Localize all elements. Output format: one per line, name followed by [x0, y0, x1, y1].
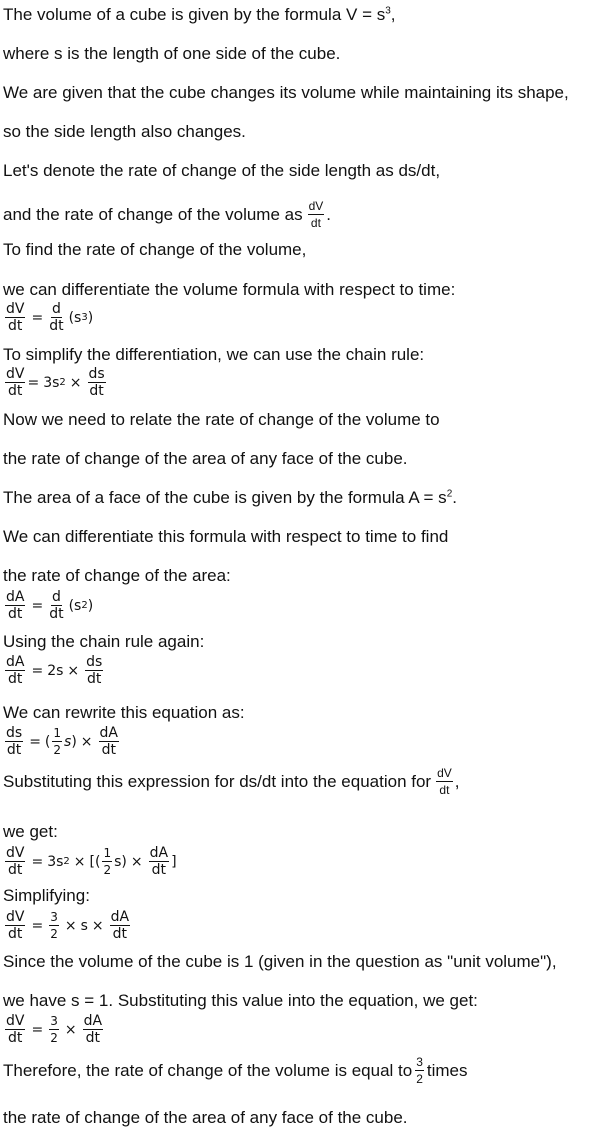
times-sign: ×	[80, 733, 93, 750]
frac-denominator: 2	[50, 1031, 58, 1045]
times-sign: ×	[69, 374, 82, 391]
frac-denominator: dt	[85, 1030, 100, 1046]
text-line-12	[3, 488, 457, 508]
text-line-17	[3, 766, 460, 797]
line-12-text: The area of a face of the cube is given by the formula A = s	[3, 488, 447, 507]
s-power: (s	[68, 309, 82, 326]
frac-numerator: dV	[6, 909, 25, 925]
equals-sign: =	[31, 917, 44, 934]
s-close-paren: s)	[114, 853, 127, 870]
equation-3: $\frac{dA}{dt}$ = $\frac{d}{dt}$ (s 2 )	[6, 589, 94, 622]
dA-dt-fraction	[5, 590, 25, 621]
s-power: (s	[68, 597, 82, 614]
frac-numerator: dA	[6, 589, 25, 605]
variable-s: s	[80, 917, 88, 934]
frac-numerator: dA	[149, 845, 169, 861]
times-sign: ×	[91, 917, 104, 934]
frac-numerator: ds	[86, 654, 103, 670]
line-17-text: Substituting this expression for ds/dt into the equation for	[3, 771, 432, 791]
times-sign: ×	[64, 917, 77, 934]
equation-6: $\frac{dV}{dt}$ = 3s 2 × [( $\frac{1}{2}$ s) × $\frac{dA}{dt}$ ]	[6, 845, 177, 878]
line-1-text: The volume of a cube is given by the formula V = s	[3, 5, 386, 24]
d-dt-fraction	[49, 302, 63, 333]
frac-denominator: dt	[87, 671, 102, 687]
frac-numerator: dA	[110, 909, 130, 925]
frac-numerator: dV	[308, 199, 324, 213]
dV-dt-fraction	[5, 302, 25, 333]
frac-denominator: dt	[8, 671, 23, 687]
text-line-4: so the side length also changes.	[3, 122, 246, 141]
line-12-exponent: 2	[446, 488, 453, 500]
frac-numerator: dV	[6, 301, 25, 317]
line-1-exponent: 3	[385, 5, 391, 17]
frac-denominator: 2	[103, 863, 112, 877]
frac-denominator: dt	[8, 862, 23, 878]
frac-denominator: dt	[49, 606, 64, 622]
line-6-text: and the rate of change of the volume as	[3, 204, 303, 224]
dA-dt-fraction	[149, 846, 169, 877]
times-sign: ×	[130, 853, 143, 870]
equation-7	[3, 910, 132, 941]
line-1-end: ,	[390, 5, 396, 24]
frac-numerator: 3	[50, 1014, 58, 1028]
text-line-21: we have s = 1. Substituting this value into the equation, we get:	[3, 991, 478, 1010]
times-sign: ×	[73, 853, 86, 870]
frac-denominator: dt	[6, 742, 22, 758]
term-2s: 2s	[47, 662, 64, 679]
frac-numerator: 3	[416, 1055, 423, 1069]
line-22-text: Therefore, the rate of change of the volume is equal to	[3, 1060, 413, 1080]
frac-denominator: dt	[112, 926, 128, 942]
close-paren: )	[87, 309, 94, 326]
text-line-11: the rate of change of the area of any face of the cube.	[3, 449, 408, 468]
equals-sign: =	[31, 853, 44, 870]
ds-dt-fraction	[88, 367, 106, 398]
frac-denominator: dt	[8, 383, 23, 399]
line-22-end: times	[426, 1060, 468, 1080]
frac-denominator: dt	[151, 862, 167, 878]
three-halves-fraction	[49, 910, 59, 941]
text-line-1	[3, 5, 396, 25]
text-line-15: Using the chain rule again:	[3, 632, 205, 651]
frac-numerator: d	[51, 589, 61, 605]
dV-dt-fraction	[308, 199, 325, 230]
text-line-16: We can rewrite this equation as:	[3, 703, 245, 722]
close-paren: )	[87, 597, 94, 614]
frac-numerator: 1	[103, 846, 112, 860]
frac-denominator: dt	[49, 318, 64, 334]
dA-dt-fraction	[83, 1014, 103, 1045]
three-halves-fraction	[49, 1014, 59, 1045]
frac-denominator: 2	[50, 927, 58, 941]
ds-dt-fraction	[85, 655, 103, 686]
line-17-end: ,	[454, 771, 460, 791]
times-sign: ×	[67, 662, 80, 679]
text-line-6	[3, 199, 331, 230]
close-paren: )	[71, 733, 77, 750]
frac-denominator: dt	[8, 318, 23, 334]
equals-sign: =	[31, 662, 44, 679]
frac-denominator: 2	[416, 1072, 423, 1086]
times-sign: ×	[64, 1021, 77, 1038]
text-line-2: where s is the length of one side of the cube.	[3, 44, 341, 63]
one-half-fraction	[52, 726, 62, 757]
ds-dt-fraction	[5, 726, 23, 757]
frac-denominator: dt	[8, 606, 23, 622]
dA-dt-fraction	[5, 655, 25, 686]
frac-denominator: 2	[53, 743, 62, 757]
frac-numerator: dV	[6, 845, 25, 861]
frac-denominator: dt	[8, 926, 23, 942]
line-12-end: .	[452, 488, 457, 507]
text-line-5: Let's denote the rate of change of the side length as ds/dt,	[3, 161, 441, 180]
term-3s: 3s	[43, 374, 60, 391]
frac-denominator: dt	[439, 783, 450, 797]
open-paren: (	[44, 733, 51, 750]
dV-dt-fraction	[5, 846, 25, 877]
close-bracket: ]	[171, 853, 177, 870]
text-line-18: we get:	[3, 822, 58, 841]
text-line-23: the rate of change of the area of any face of the cube.	[3, 1108, 408, 1127]
frac-denominator: dt	[89, 383, 104, 399]
equals-sign: =	[31, 597, 44, 614]
frac-numerator: dV	[6, 366, 25, 382]
frac-numerator: ds	[88, 366, 105, 382]
dV-dt-fraction	[5, 910, 25, 941]
equals-sign: =	[27, 374, 40, 391]
term-3s: 3s	[47, 853, 64, 870]
equals-sign: =	[31, 309, 44, 326]
frac-numerator: ds	[6, 725, 23, 741]
text-line-10: Now we need to relate the rate of change of the volume to	[3, 410, 440, 429]
one-half-fraction	[102, 846, 112, 877]
frac-numerator: dA	[6, 654, 25, 670]
text-line-13: We can differentiate this formula with respect to time to find	[3, 527, 449, 546]
frac-denominator: dt	[101, 742, 116, 758]
equation-1: $\frac{dV}{dt}$ = $\frac{d}{dt}$ (s 3 )	[6, 301, 94, 334]
equation-2: $\frac{dV}{dt}$ = 3s 2 × $\frac{ds}{dt}$	[6, 366, 105, 399]
text-line-14: the rate of change of the area:	[3, 566, 231, 585]
frac-numerator: dV	[437, 766, 452, 780]
dV-dt-fraction	[436, 766, 453, 797]
dV-dt-fraction	[5, 367, 25, 398]
dA-dt-fraction	[99, 726, 119, 757]
open-bracket: [(	[89, 853, 101, 870]
text-line-20: Since the volume of the cube is 1 (given in the question as "unit volume"),	[3, 952, 557, 971]
equation-5	[3, 726, 121, 757]
three-halves-fraction	[415, 1055, 424, 1086]
frac-numerator: dA	[83, 1013, 103, 1029]
equation-4	[3, 655, 105, 686]
equals-sign: =	[31, 1021, 44, 1038]
frac-numerator: 3	[50, 910, 58, 924]
dA-dt-fraction	[110, 910, 130, 941]
text-line-22	[3, 1055, 468, 1086]
frac-numerator: dV	[6, 1013, 25, 1029]
text-line-9: To simplify the differentiation, we can use the chain rule:	[3, 345, 425, 364]
text-line-19: Simplifying:	[3, 886, 90, 905]
text-line-8: we can differentiate the volume formula with respect to time:	[3, 280, 456, 299]
text-line-3: We are given that the cube changes its volume while maintaining its shape,	[3, 83, 569, 102]
dV-dt-fraction	[5, 1014, 25, 1045]
variable-s: s	[64, 733, 72, 750]
frac-numerator: d	[51, 301, 61, 317]
frac-numerator: 1	[53, 726, 62, 740]
line-6-end: .	[326, 204, 332, 224]
equation-8	[3, 1014, 105, 1045]
text-line-7: To find the rate of change of the volume,	[3, 240, 307, 259]
equals-sign: =	[29, 733, 41, 750]
frac-numerator: dA	[99, 725, 118, 741]
d-dt-fraction	[49, 590, 63, 621]
frac-denominator: dt	[8, 1030, 23, 1046]
frac-denominator: dt	[310, 216, 321, 230]
